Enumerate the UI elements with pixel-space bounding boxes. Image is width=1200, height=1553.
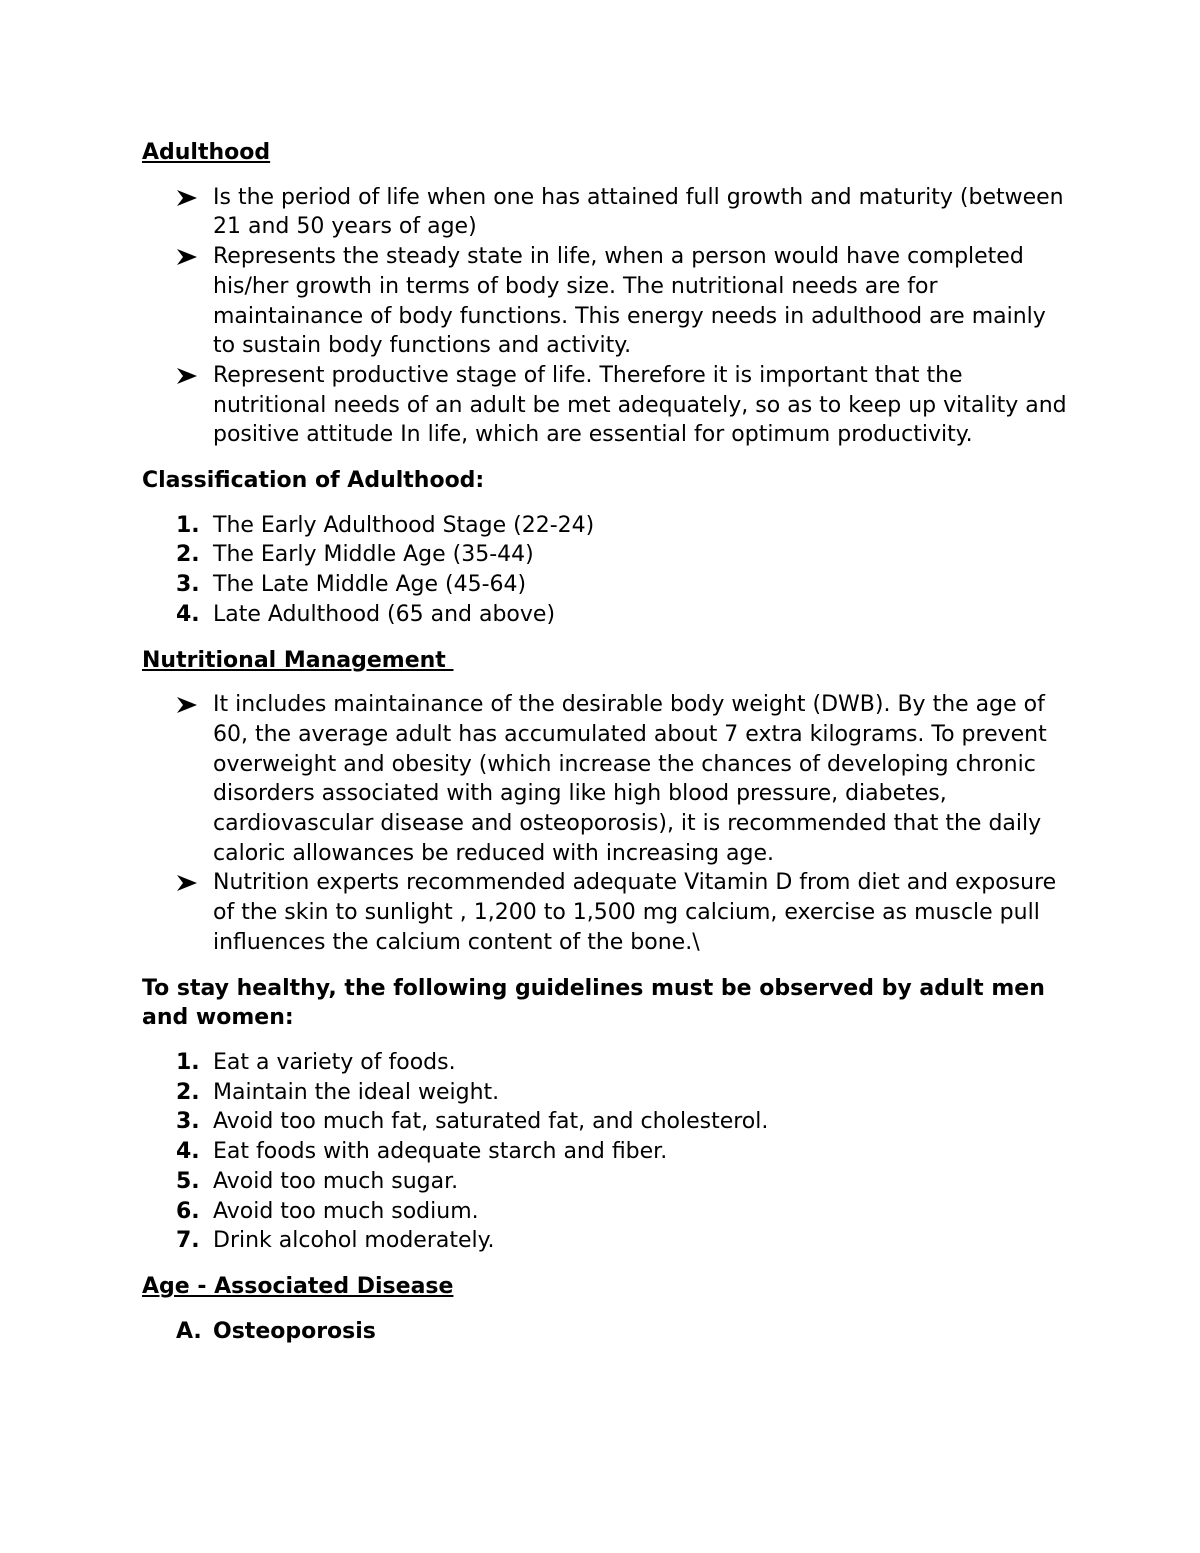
list-item (142, 361, 1072, 450)
list-item-text: Eat a variety of foods. (213, 1049, 456, 1075)
list-number: 5. (176, 1168, 200, 1194)
list-item (142, 570, 1072, 600)
list-number: 2. (176, 542, 200, 568)
list-number: 1. (176, 1049, 200, 1075)
list-item (142, 242, 1072, 361)
nutrition-bullet-list (142, 690, 1072, 957)
list-number: 7. (176, 1228, 200, 1254)
arrowhead-bullet-icon (176, 690, 200, 720)
list-item (142, 540, 1072, 570)
arrowhead-bullet-icon (176, 361, 200, 391)
heading-age-associated-disease: Age - Associated Disease (142, 1273, 454, 1299)
list-item-text: Late Adulthood (65 and above) (213, 601, 556, 627)
list-item (142, 1226, 1072, 1256)
list-number: 4. (176, 601, 200, 627)
list-item (142, 1078, 1072, 1108)
list-item (142, 511, 1072, 541)
list-item-text: Avoid too much fat, saturated fat, and cholesterol. (213, 1109, 769, 1135)
list-item-text: The Early Adulthood Stage (22-24) (213, 512, 595, 538)
list-item-text: Maintain the ideal weight. (213, 1079, 500, 1105)
list-item-text: Drink alcohol moderately. (213, 1228, 495, 1254)
list-item-text: Avoid too much sodium. (213, 1198, 479, 1224)
list-number: 3. (176, 572, 200, 598)
list-item (142, 1048, 1072, 1078)
list-item (142, 868, 1072, 957)
list-item (142, 600, 1072, 630)
list-item (142, 1197, 1072, 1227)
subheading-text: Osteoporosis (213, 1318, 376, 1344)
list-number: 6. (176, 1198, 200, 1224)
list-letter: A. (176, 1318, 202, 1344)
list-item-text: Represent productive stage of life. Therefore it is important that the nutritional needs of an adult be met adequately, so as to keep up vitality and positive attitude In life, which are essential for optimum productivity. (213, 362, 1067, 448)
list-item-text: The Early Middle Age (35-44) (213, 542, 534, 568)
list-item (142, 1107, 1072, 1137)
list-item (142, 690, 1072, 868)
heading-classification: Classification of Adulthood: (142, 468, 485, 494)
list-number: 4. (176, 1139, 200, 1165)
arrowhead-bullet-icon (176, 242, 200, 272)
list-number: 2. (176, 1079, 200, 1105)
list-item-text: It includes maintainance of the desirable body weight (DWB). By the age of 60, the average adult has accumulated about 7 extra kilograms. To prevent overweight and obesity (which increase the chances of developing chronic disorders associated with aging like high blood pressure, diabetes, cardiovascular disease and osteoporosis), it is recommended that the daily caloric allowances be reduced with increasing age. (213, 692, 1047, 866)
list-item-text: Represents the steady state in life, when a person would have completed his/her growth in terms of body size. The nutritional needs are for maintainance of body functions. This energy needs in adulthood are mainly to sustain body functions and activity. (213, 244, 1046, 359)
list-item-text: Avoid too much sugar. (213, 1168, 459, 1194)
list-item (142, 1137, 1072, 1167)
document-page (142, 138, 1072, 1346)
list-item-text: Nutrition experts recommended adequate Vitamin D from diet and exposure of the skin to sunlight , 1,200 to 1,500 mg calcium, exercise as muscle pull influences the calcium content of the bone.\ (213, 870, 1057, 955)
list-item-text: Eat foods with adequate starch and fiber. (213, 1139, 668, 1165)
heading-nutritional-management: Nutritional Management (142, 647, 454, 673)
arrowhead-bullet-icon (176, 868, 200, 898)
list-item-text: Is the period of life when one has attained full growth and maturity (between 21 and 50 years of age) (213, 184, 1064, 240)
list-item-text: The Late Middle Age (45-64) (213, 572, 527, 598)
classification-list (142, 511, 1072, 630)
subheading-osteoporosis (142, 1317, 1072, 1347)
list-item (142, 183, 1072, 242)
heading-guidelines: To stay healthy, the following guidelines must be observed by adult men and women: (142, 975, 1045, 1031)
list-item (142, 1167, 1072, 1197)
list-number: 3. (176, 1109, 200, 1135)
guidelines-list (142, 1048, 1072, 1256)
arrowhead-bullet-icon (176, 183, 200, 213)
list-number: 1. (176, 512, 200, 538)
heading-adulthood: Adulthood (142, 140, 271, 165)
adulthood-bullet-list (142, 183, 1072, 450)
